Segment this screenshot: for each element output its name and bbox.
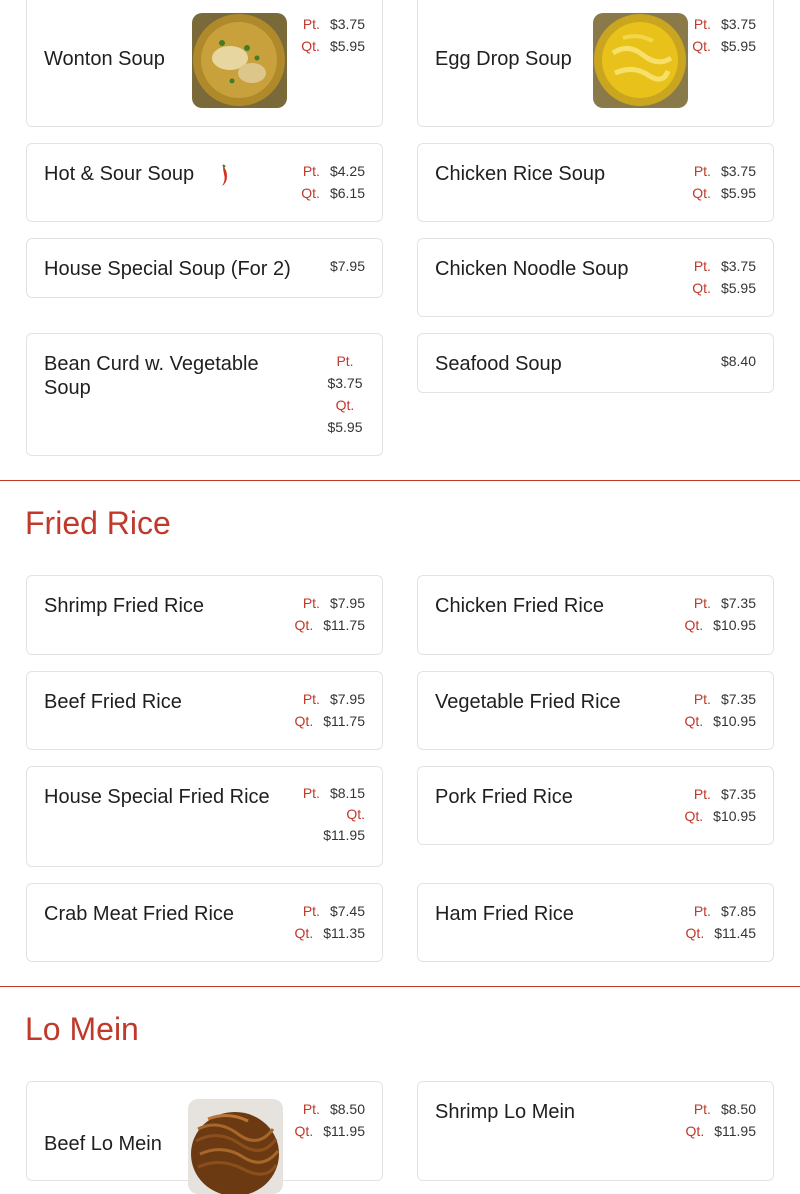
quart-label: Qt. [692,280,711,296]
quart-label: Qt. [294,1123,314,1139]
item-name: Chicken Fried Rice [435,595,604,617]
pint-price: $7.35 [720,595,756,611]
quart-label: Qt. [301,185,320,201]
quart-price: $10.95 [713,808,756,824]
quart-label: Qt. [685,1123,705,1139]
item-name: Chicken Noodle Soup [435,258,629,280]
pint-price: $7.95 [329,691,365,707]
pint-price: $7.95 [329,595,365,611]
menu-item-crab-meat-fried-rice[interactable] [26,883,383,962]
quart-label: Qt. [294,925,314,941]
menu-item-chicken-fried-rice[interactable] [417,575,774,655]
price-list [686,900,756,944]
pint-price: $7.85 [720,903,756,919]
pint-price: $7.35 [720,691,756,707]
pint-price: $3.75 [329,16,365,32]
section-divider [0,480,800,481]
pint-price: $4.25 [329,163,365,179]
pint-label: Pt. [302,16,320,32]
quart-label: Qt. [335,397,355,413]
item-name: Beef Fried Rice [44,691,182,713]
pint-price: $3.75 [720,163,756,179]
price-list [295,900,365,944]
price-list [301,13,365,57]
pint-label: Pt. [302,691,320,707]
chili-pepper-icon [219,164,231,188]
pint-price: $8.15 [329,785,365,801]
price-list [295,592,365,636]
price-list [295,1098,365,1142]
quart-label: Qt. [684,808,704,824]
egg-drop-soup-photo [593,13,688,108]
quart-price: $10.95 [713,713,756,729]
item-name: House Special Soup (For 2) [44,258,291,280]
menu-item-chicken-rice-soup[interactable] [417,143,774,222]
quart-price: $5.95 [720,280,756,296]
item-name: Beef Lo Mein [44,1133,162,1155]
menu-item-shrimp-fried-rice[interactable] [26,575,383,655]
quart-price: $5.95 [720,38,756,54]
menu-item-seafood-soup[interactable] [417,333,774,393]
quart-price: $11.45 [714,925,756,941]
menu-item-chicken-noodle-soup[interactable] [417,238,774,317]
pint-label: Pt. [693,691,711,707]
pint-price: $8.50 [720,1101,756,1117]
price-list [330,255,365,277]
wonton-soup-photo [192,13,287,108]
quart-label: Qt. [294,713,314,729]
quart-label: Qt. [301,38,320,54]
price: $7.95 [329,258,365,274]
price-list [692,255,756,299]
item-name: Wonton Soup [44,48,165,70]
pint-price: $7.45 [329,903,365,919]
item-name: Crab Meat Fried Rice [44,903,235,925]
price-list [686,1098,756,1142]
quart-price: $11.95 [714,1123,756,1139]
item-name: Shrimp Lo Mein [435,1101,576,1123]
price-list [303,783,365,846]
section-title-fried-rice: Fried Rice [25,505,171,541]
quart-label: Qt. [346,806,365,822]
item-name: Egg Drop Soup [435,48,572,70]
section-title-lo-mein: Lo Mein [25,1011,139,1047]
menu-item-pork-fried-rice[interactable] [417,766,774,845]
quart-price: $6.15 [329,185,365,201]
price: $8.40 [720,353,756,369]
quart-price: $10.95 [713,617,756,633]
item-name: Pork Fried Rice [435,786,573,808]
price-list [295,688,365,732]
menu-item-house-special-fried-rice[interactable] [26,766,383,867]
section-divider [0,986,800,987]
pint-price: $8.50 [329,1101,365,1117]
pint-label: Pt. [302,1101,320,1117]
pint-label: Pt. [693,16,711,32]
menu-item-house-special-soup[interactable] [26,238,383,298]
item-name: Vegetable Fried Rice [435,691,621,713]
quart-label: Qt. [684,617,704,633]
pint-price: $7.35 [720,786,756,802]
price-list [301,160,365,204]
pint-label: Pt. [693,258,711,274]
quart-price: $5.95 [327,419,363,435]
quart-label: Qt. [294,617,314,633]
item-name: Hot & Sour Soup [44,163,195,185]
pint-label: Pt. [302,163,320,179]
price-list [721,350,756,372]
quart-price: $11.75 [323,713,365,729]
beef-lo-mein-photo [188,1099,283,1194]
menu-item-bean-curd-vegetable-soup[interactable] [26,333,383,456]
price-list [685,783,757,827]
pint-label: Pt. [302,595,320,611]
item-name: Seafood Soup [435,353,562,375]
menu-item-wonton-soup[interactable] [26,0,383,127]
pint-label: Pt. [302,785,320,801]
quart-label: Qt. [692,185,711,201]
quart-price: $5.95 [720,185,756,201]
pint-label: Pt. [693,1101,711,1117]
pint-price: $3.75 [720,16,756,32]
menu-item-beef-lo-mein[interactable] [26,1081,383,1181]
price-list [685,688,757,732]
quart-price: $11.75 [323,617,365,633]
pint-label: Pt. [302,903,320,919]
item-name: Chicken Rice Soup [435,163,606,185]
item-name: House Special Fried Rice [44,786,270,808]
pint-label: Pt. [693,903,711,919]
pint-price: $3.75 [327,375,363,391]
price-list [325,350,365,438]
quart-price: $11.35 [323,925,365,941]
pint-label: Pt. [693,786,711,802]
quart-label: Qt. [685,925,705,941]
menu-item-ham-fried-rice[interactable] [417,883,774,962]
menu-item-vegetable-fried-rice[interactable] [417,671,774,750]
menu-item-beef-fried-rice[interactable] [26,671,383,750]
price-list [685,592,757,636]
quart-price: $5.95 [329,38,365,54]
pint-price: $3.75 [720,258,756,274]
pint-label: Pt. [693,595,711,611]
item-name: Shrimp Fried Rice [44,595,205,617]
item-name: Ham Fried Rice [435,903,574,925]
price-list [692,13,756,57]
item-name: Bean Curd w. Vegetable Soup [44,353,259,399]
quart-label: Qt. [692,38,711,54]
menu-item-egg-drop-soup[interactable] [417,0,774,127]
price-list [692,160,756,204]
pint-label: Pt. [693,163,711,179]
quart-price: $11.95 [323,1123,365,1139]
quart-label: Qt. [684,713,704,729]
quart-price: $11.95 [323,827,365,843]
menu-item-shrimp-lo-mein[interactable] [417,1081,774,1181]
pint-label: Pt. [336,353,354,369]
menu-item-hot-sour-soup[interactable] [26,143,383,222]
